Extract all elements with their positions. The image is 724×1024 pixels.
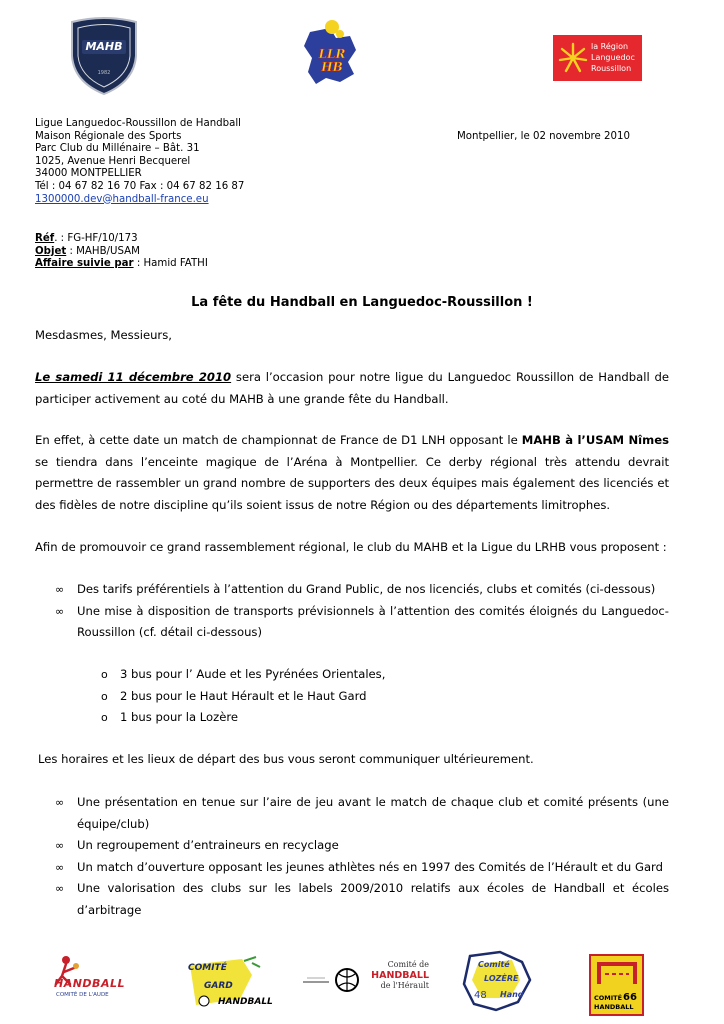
list-item xyxy=(55,878,669,921)
sender-line: Parc Club du Millénaire – Bât. 31 xyxy=(35,143,200,155)
sender-address xyxy=(35,118,335,206)
comite-po-line1: COMITÉ xyxy=(594,994,623,1002)
sender-line: Tél : 04 67 82 16 70 Fax : 04 67 82 16 87 xyxy=(35,180,245,192)
list-item-text: Des tarifs préférentiels à l’attention du Grand Public, de nos licenciés, clubs et comités (ci-dessous) xyxy=(77,582,656,596)
list-item xyxy=(101,686,620,708)
comite-lozere-number: 48 xyxy=(474,990,487,1001)
salutation: Mesdasmes, Messieurs, xyxy=(35,328,172,342)
region-logo-line1: la Région xyxy=(591,42,629,51)
bus-list xyxy=(101,664,620,729)
comite-aude-name: HANDBALL xyxy=(54,977,125,990)
list-item xyxy=(55,835,669,857)
sender-line: 34000 MONTPELLIER xyxy=(35,168,142,180)
paragraph-3: Afin de promouvoir ce grand rassemblement régional, le club du MAHB et la Ligue du LRHB vous proposent : xyxy=(35,540,667,554)
list-item xyxy=(101,664,620,686)
region-logo-line3: Roussillon xyxy=(591,64,632,73)
list-item xyxy=(101,707,620,729)
circle-bullet-icon: o xyxy=(101,711,108,724)
llr-logo-text: LLR HB xyxy=(318,47,346,74)
comite-herault-line2: HANDBALL xyxy=(371,970,429,981)
comite-gard-logo xyxy=(182,955,273,1013)
paragraph-2 xyxy=(35,430,669,516)
mahb-logo xyxy=(68,16,140,96)
bullet-list-1 xyxy=(55,579,669,644)
comite-lozere-line2: LOZÈRE xyxy=(484,974,519,983)
affaire-value: : Hamid FATHI xyxy=(133,258,208,270)
list-item xyxy=(55,579,669,601)
comite-aude-logo xyxy=(52,954,125,1004)
place-date: Montpellier, le 02 novembre 2010 xyxy=(457,131,630,142)
sender-line: 1025, Avenue Henri Becquerel xyxy=(35,155,191,167)
llr-logo xyxy=(300,18,364,88)
paragraph-1-text: sera l’occasion pour notre ligue du Languedoc Roussillon de Handball de participer activement au coté du MAHB à une grande fête du Handball. xyxy=(35,370,669,406)
infinity-bullet-icon: ∞ xyxy=(55,583,65,596)
region-logo-line2: Languedoc xyxy=(591,53,635,62)
comite-gard-line1: COMITÉ xyxy=(188,963,227,973)
region-logo xyxy=(553,35,642,81)
list-item-text: Une mise à disposition de transports prévisionnels à l’attention des comités éloignés du Languedoc-Roussillon (cf. détail ci-dessous) xyxy=(77,603,669,639)
list-item-text: 3 bus pour l’ Aude et les Pyrénées Orientales, xyxy=(120,667,386,681)
comite-po-number: 66 xyxy=(623,992,637,1003)
list-item xyxy=(55,601,669,644)
infinity-bullet-icon: ∞ xyxy=(55,796,65,809)
affaire-label: Affaire suivie par xyxy=(35,258,134,270)
objet-value: : MAHB/USAM xyxy=(66,245,140,257)
sender-line: Maison Régionale des Sports xyxy=(35,130,182,142)
list-item xyxy=(55,792,669,835)
ref-label: Réf xyxy=(35,233,55,244)
list-item xyxy=(55,857,669,879)
list-item-text: 2 bus pour le Haut Hérault et le Haut Gard xyxy=(120,688,367,703)
references xyxy=(35,233,208,271)
list-item-text: 1 bus pour la Lozère xyxy=(120,710,238,724)
comite-gard-line2: GARD xyxy=(204,981,233,991)
circle-bullet-icon: o xyxy=(101,668,108,681)
list-item-text: Une présentation en tenue sur l’aire de jeu avant le match de chaque club et comité présents (une équipe/club) xyxy=(77,795,669,831)
comite-herault-line3: de l'Hérault xyxy=(380,981,429,990)
list-item-text: Un match d’ouverture opposant les jeunes athlètes nés en 1997 des Comités de l’Hérault et du Gard xyxy=(77,859,663,874)
infinity-bullet-icon: ∞ xyxy=(55,604,65,618)
comite-lozere-line3: Hand xyxy=(500,990,524,999)
mahb-logo-text: MAHB xyxy=(85,40,123,53)
objet-label: Objet xyxy=(35,245,67,257)
sender-line: Ligue Languedoc-Roussillon de Handball xyxy=(35,118,241,129)
comite-gard-line3: HANDBALL xyxy=(218,997,273,1007)
infinity-bullet-icon: ∞ xyxy=(55,839,65,852)
paragraph-4: Les horaires et les lieux de départ des bus vous seront communiquer ultérieurement. xyxy=(38,752,534,766)
list-item-text: Un regroupement d’entraineurs en recyclage xyxy=(77,838,339,852)
list-item-text: Une valorisation des clubs sur les labels 2009/2010 relatifs aux écoles de Handball et écoles d’arbitrage xyxy=(77,881,669,917)
svg-text:1982: 1982 xyxy=(97,70,111,76)
sender-email-link[interactable]: 1300000.dev@handball-france.eu xyxy=(35,193,209,205)
paragraph-2-pre: En effet, à cette date un match de championnat de France de D1 LNH opposant le xyxy=(35,433,522,447)
bullet-list-2 xyxy=(55,792,669,921)
comite-aude-sub: COMITÉ DE L'AUDE xyxy=(56,992,109,998)
circle-bullet-icon: o xyxy=(101,689,108,703)
ref-value: . : FG-HF/10/173 xyxy=(54,233,138,244)
comite-herault-logo xyxy=(303,956,429,1000)
event-date: Le samedi 11 décembre 2010 xyxy=(35,370,232,384)
infinity-bullet-icon: ∞ xyxy=(55,882,65,895)
comite-lozere-logo xyxy=(460,950,534,1014)
infinity-bullet-icon: ∞ xyxy=(55,860,65,874)
match-highlight: MAHB à l’USAM Nîmes xyxy=(521,433,670,447)
paragraph-2-post: se tiendra dans l’enceinte magique de l’Aréna à Montpellier. Ce derby régional très attendu devrait permettre de rassembler un grand nombre de supporters des deux équipes mais également des licenciés et des fidèles de notre discipline qu’ils soient issus de notre Région ou des départements limitrophes. xyxy=(35,454,669,512)
comite-po-logo xyxy=(589,954,644,1016)
comite-po-line2: HANDBALL xyxy=(594,1003,634,1011)
paragraph-1 xyxy=(35,367,669,410)
comite-herault-line1: Comité de xyxy=(387,960,429,969)
letter-title: La fête du Handball en Languedoc-Roussillon ! xyxy=(191,295,533,310)
comite-lozere-line1: Comité xyxy=(478,960,510,969)
